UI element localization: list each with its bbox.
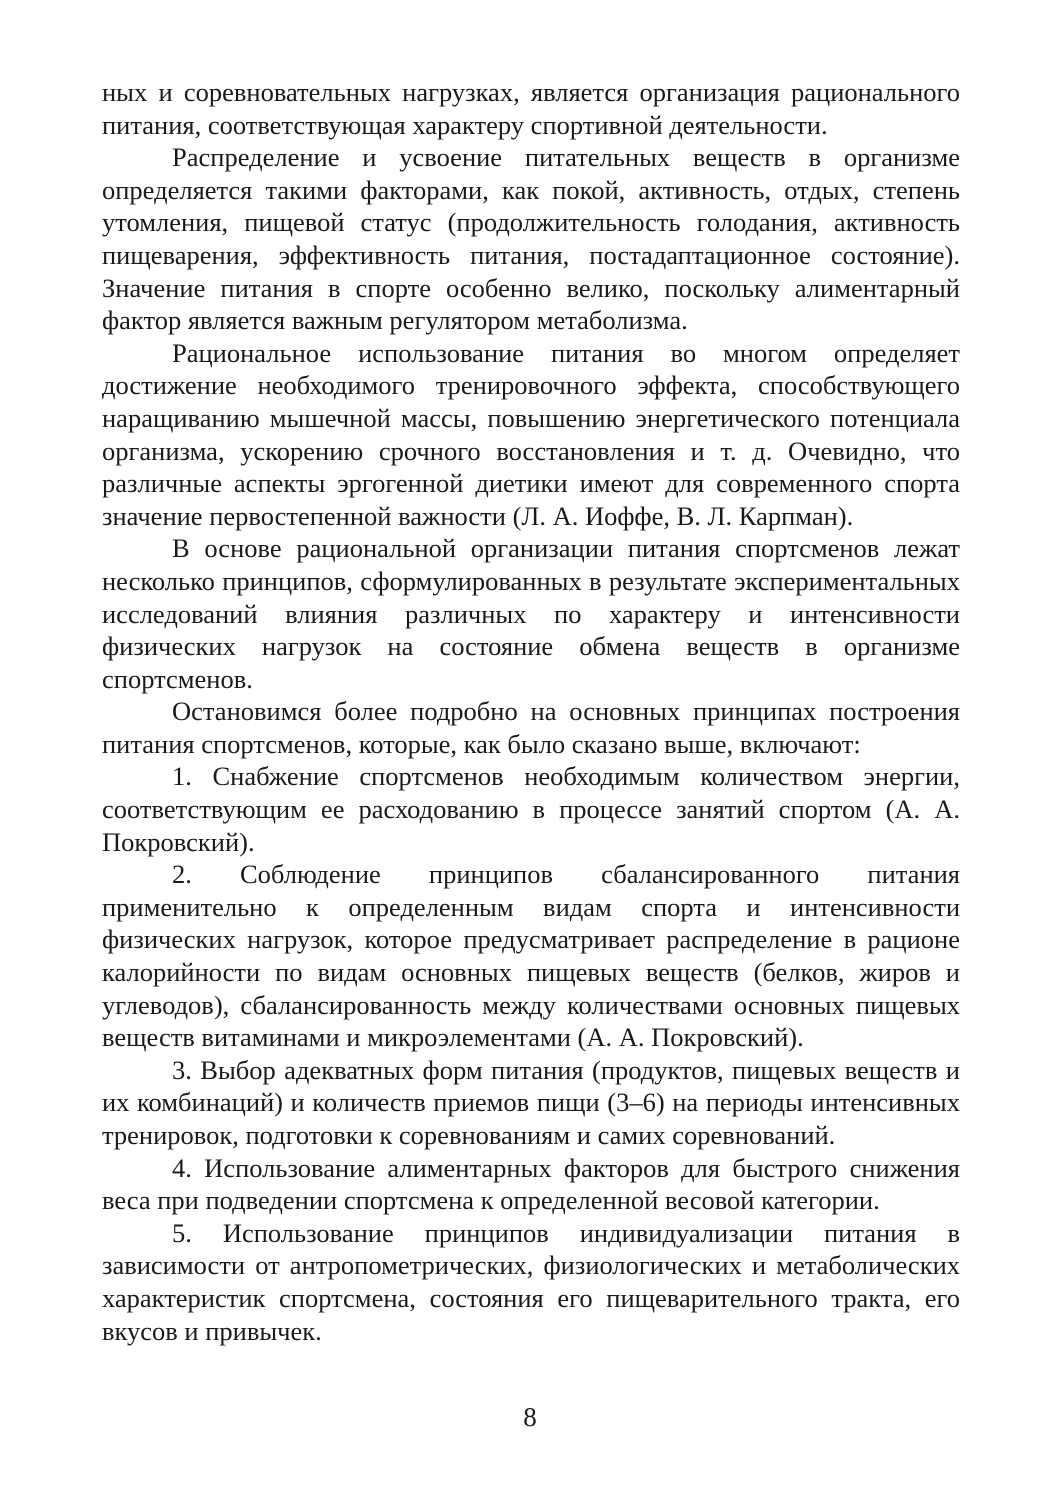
paragraph-rational-nutrition: Рациональное использование питания во многом определяет достижение необходимого тренировочного эффекта, способствующего наращиванию мышечной массы, повышению энергетического потенциала организма, ускорению срочного восстановления и т. д. Очевидно, что различные аспекты эргогенной диетики имеют для современного спорта значение первостепенной важности (Л. А. Иоффе, В. Л. Карпман). — [102, 337, 960, 531]
paragraph-continued: ных и соревновательных нагрузках, является организация рационального питания, соответствующая характеру спортивной деятельности. — [102, 77, 960, 140]
principle-item-3: 3. Выбор адекватных форм питания (продуктов, пищевых веществ и их комбинаций) и количеств приемов пищи (3–6) на периоды интенсивных тренировок, подготовки к соревнованиям и самих соревнований. — [102, 1054, 960, 1150]
page-body — [102, 76, 960, 1347]
principle-item-4: 4. Использование алиментарных факторов для быстрого снижения веса при подведении спортсмена к определенной весовой категории. — [102, 1152, 960, 1216]
principle-item-5: 5. Использование принципов индивидуализации питания в зависимости от антропометрических, физиологических и метаболических характеристик спортсмена, состояния его пищеварительного тракта, его вкусов и привычек. — [102, 1217, 960, 1346]
paragraph-principles-intro: Остановимся более подробно на основных принципах построения питания спортсменов, которые, как было сказано выше, включают: — [102, 696, 960, 759]
paragraph-nutrient-distribution: Распределение и усвоение питательных веществ в организме определяется такими факторами, как покой, активность, отдых, степень утомления, пищевой статус (продолжительность голодания, активность пищеварения, эффективность питания, постадаптационное состояние). Значение питания в спорте особенно велико, поскольку алиментарный фактор является важным регулятором метаболизма. — [102, 142, 960, 336]
principle-item-1: 1. Снабжение спортсменов необходимым количеством энергии, соответствующим ее расходованию в процессе занятий спортом (А. А. Покровский). — [102, 761, 960, 857]
principle-item-2: 2. Соблюдение принципов сбалансированного питания применительно к определенным видам спорта и интенсивности физических нагрузок, которое предусматривает распределение в рационе калорийности по видам основных пищевых веществ (белков, жиров и углеводов), сбалансированность между количествами основных пищевых веществ витаминами и микроэлементами (А. А. Покровский). — [102, 859, 960, 1053]
paragraph-principles-basis: В основе рациональной организации питания спортсменов лежат несколько принципов, сформулированных в результате экспериментальных исследований влияния различных по характеру и интенсивности физических нагрузок на состояние обмена веществ в организме спортсменов. — [102, 533, 960, 694]
page-number: 8 — [523, 1402, 537, 1432]
